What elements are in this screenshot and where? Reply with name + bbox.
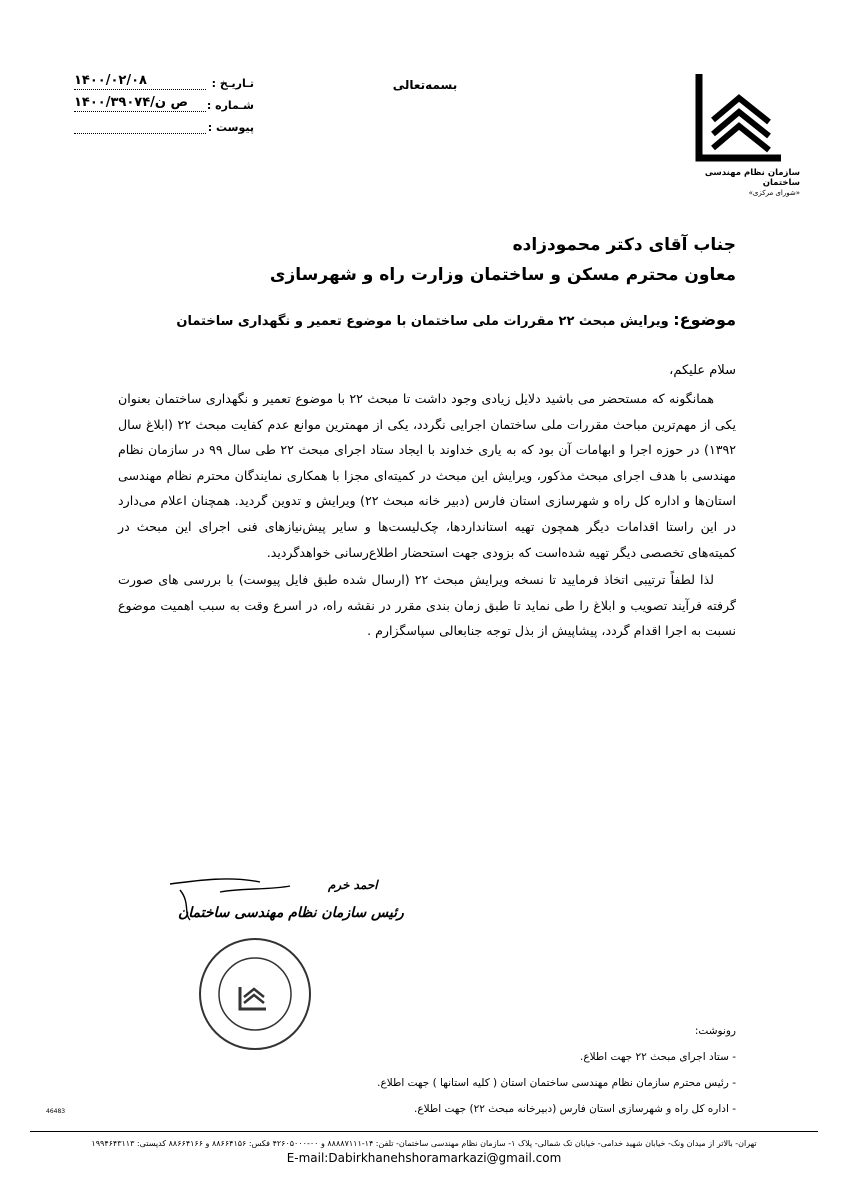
date-row	[74, 72, 254, 94]
cc-item: - ستاد اجرای مبحث ۲۲ جهت اطلاع.	[580, 1051, 736, 1063]
footer-divider	[30, 1131, 818, 1132]
subject-label: موضوع:	[673, 310, 736, 329]
footer-email: E-mail:Dabirkhanehshoramarkazi@gmail.com	[286, 1151, 562, 1165]
subject-text: ویرایش مبحث ۲۲ مقررات ملی ساختمان با موضوع تعمیر و نگهداری ساختمان	[176, 314, 669, 329]
attachment-dots	[74, 121, 206, 134]
org-logo-icon	[689, 66, 789, 166]
cc-list	[377, 1044, 736, 1122]
bismillah-heading: بسمه‌تعالی	[392, 78, 458, 92]
number-value: ۱۴۰۰/۳۹۰۷۴/ص ن	[74, 95, 189, 110]
recipient-block	[270, 230, 736, 290]
official-seal-icon	[196, 935, 314, 1053]
reference-code: 46483	[46, 1108, 66, 1115]
org-subtitle: «شورای مرکزی»	[748, 189, 800, 197]
greeting: سلام علیکم،	[669, 363, 736, 378]
attachment-label: پیوست :	[207, 121, 254, 134]
letter-meta	[74, 72, 254, 138]
subject-line	[176, 310, 736, 329]
number-row	[74, 94, 254, 116]
cc-block	[377, 1018, 736, 1122]
signatory-title: رئیس سازمان نظام مهندسی ساختمان	[178, 905, 404, 921]
cc-heading: رونوشت:	[694, 1025, 736, 1037]
footer-address: تهران- بالاتر از میدان ونک- خیابان شهید خدامی- خیابان تک شمالی- پلاک ۱- سازمان نظام مهندسی ساختمان- تلفن: ۱۴-۸۸۸۸۷۱۱۱ و ۰۰-۴۲۶۰۵۰۰۰ فکس: ۸۸۶۶۴۱۵۶ و ۸۸۶۶۴۱۶۶ کدپستی: ۱۹۹۴۶۴۳۱۱۳	[91, 1139, 757, 1148]
date-label: تـاریـخ :	[211, 77, 254, 90]
body-paragraph-2: لذا لطفاً ترتیبی اتخاذ فرمایید تا نسخه ویرایش مبحث ۲۲ (ارسال شده طبق فایل پیوست) با بررسی های صورت گرفته فرآیند تصویب و ابلاغ را طی نماید تا طبق زمان بندی مقرر در نقشه راه، در اسرع وقت به سبب اهمیت موضوع نسبت به اجرا اقدام گردد، پیشاپیش از بذل توجه جنابعالی سپاسگزارم .	[118, 572, 736, 639]
recipient-title: معاون محترم مسکن و ساختمان وزارت راه و شهرسازی	[269, 265, 736, 285]
recipient-name: جناب آقای دکتر محمودزاده	[512, 235, 736, 255]
attachment-row	[74, 116, 254, 138]
letter-body	[118, 386, 736, 644]
body-paragraph-1: همانگونه که مستحضر می باشید دلایل زیادی وجود داشت تا مبحث ۲۲ با موضوع تعمیر و نگهداری ساختمان بعنوان یکی از مهم‌ترین مباحث مقررات ملی ساختمان اجرایی نگردد، یکی از مهمترین موانع عدم کفایت مبحث ۲۲ (ابلاغ سال ۱۳۹۲) در حوزه اجرا و ابهامات آن بود که به یاری خداوند با ایجاد ستاد اجرای مبحث ۲۲ طی سال ۹۹ در سازمان نظام مهندسی با هدف اجرای مبحث مذکور، ویرایش این مبحث در کمیته‌ای مجزا با همکاری نمایندگان محترم نظام مهندسی استان‌ها و اداره کل راه و شهرسازی استان فارس (دبیر خانه مبحث ۲۲) ویرایش و تدوین گردید. همچنان اعلام می‌دارد در این راستا اقدامات دیگر همچون تهیه استانداردها، چک‌لیست‌ها و سایر پیش‌نیازهای فنی اجرای این مبحث در کمیته‌های تخصصی دیگر تهیه شده‌است که بزودی جهت استحضار اطلاع‌رسانی خواهدگردید.	[118, 391, 736, 560]
org-name: سازمان نظام مهندسی ساختمان	[704, 168, 800, 188]
org-logo-block	[678, 66, 800, 197]
cc-item: - اداره کل راه و شهرسازی استان فارس (دبیرخانه مبحث ۲۲) جهت اطلاع.	[414, 1103, 736, 1115]
date-value: ۱۴۰۰/۰۲/۰۸	[74, 73, 147, 88]
cc-item: - رئیس محترم سازمان نظام مهندسی ساختمان استان ( کلیه استانها ) جهت اطلاع.	[377, 1077, 736, 1089]
number-label: شـماره :	[206, 99, 254, 112]
signatory-name: احمد خرم	[328, 878, 378, 892]
